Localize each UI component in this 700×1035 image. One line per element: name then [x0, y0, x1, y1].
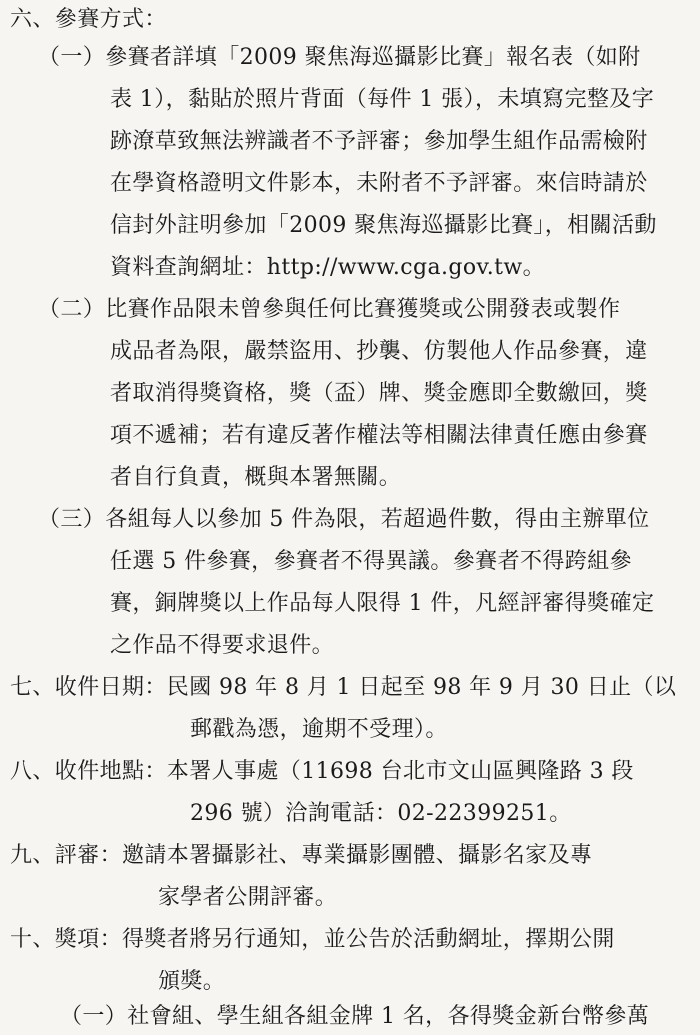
list-item-text: 成品者為限，嚴禁盜用、抄襲、仿製他人作品參賽，違 — [110, 339, 648, 364]
list-item-text: 信封外註明參加「2009 聚焦海巡攝影比賽」，相關活動 — [110, 213, 657, 238]
list-item-text: 表 1），黏貼於照片背面（每件 1 張），未填寫完整及字 — [110, 87, 655, 112]
list-item-text: 在學資格證明文件影本，未附者不予評審。來信時請於 — [110, 171, 648, 196]
list-item-text: （二）比賽作品限未曾參與任何比賽獲獎或公開發表或製作 — [38, 297, 621, 322]
list-item-text: 資料查詢網址：http://www.cga.gov.tw。 — [110, 255, 545, 280]
list-item-text: 之作品不得要求退件。 — [110, 633, 335, 658]
section-heading-10: 十、獎項：得獎者將另行通知，並公告於活動網址，擇期公開 — [10, 927, 615, 952]
section-heading-6: 六、參賽方式： — [10, 7, 167, 32]
list-item-text: 家學者公開評審。 — [158, 885, 338, 910]
list-item-text: 頒獎。 — [158, 969, 226, 994]
section-heading-8: 八、收件地點：本署人事處（11698 台北市文山區興隆路 3 段 — [10, 759, 634, 784]
list-item-text: 任選 5 件參賽，參賽者不得異議。參賽者不得跨組參 — [110, 549, 632, 574]
list-item-text: （一）參賽者詳填「2009 聚焦海巡攝影比賽」報名表（如附 — [38, 45, 641, 70]
list-item-text: （一）社會組、學生組各組金牌 1 名，各得獎金新台幣參萬 — [60, 1004, 650, 1029]
list-item-text: （三）各組每人以參加 5 件為限，若超過件數，得由主辦單位 — [38, 507, 650, 532]
list-item-text: 郵戳為憑，逾期不受理）。 — [190, 717, 448, 742]
list-item-text: 者取消得獎資格，獎（盃）牌、獎金應即全數繳回，獎 — [110, 381, 648, 406]
list-item-text: 者自行負責，概與本署無關。 — [110, 465, 402, 490]
list-item-text: 296 號）洽詢電話：02-22399251。 — [190, 801, 572, 826]
list-item-text: 項不遞補；若有違反著作權法等相關法律責任應由參賽 — [110, 423, 648, 448]
section-heading-7: 七、收件日期：民國 98 年 8 月 1 日起至 98 年 9 月 30 日止（以 — [10, 675, 677, 700]
section-heading-9: 九、評審：邀請本署攝影社、專業攝影團體、攝影名家及專 — [10, 843, 593, 868]
list-item-text: 跡潦草致無法辨識者不予評審；參加學生組作品需檢附 — [110, 129, 648, 154]
list-item-text: 賽，銅牌獎以上作品每人限得 1 件，凡經評審得獎確定 — [110, 591, 655, 616]
